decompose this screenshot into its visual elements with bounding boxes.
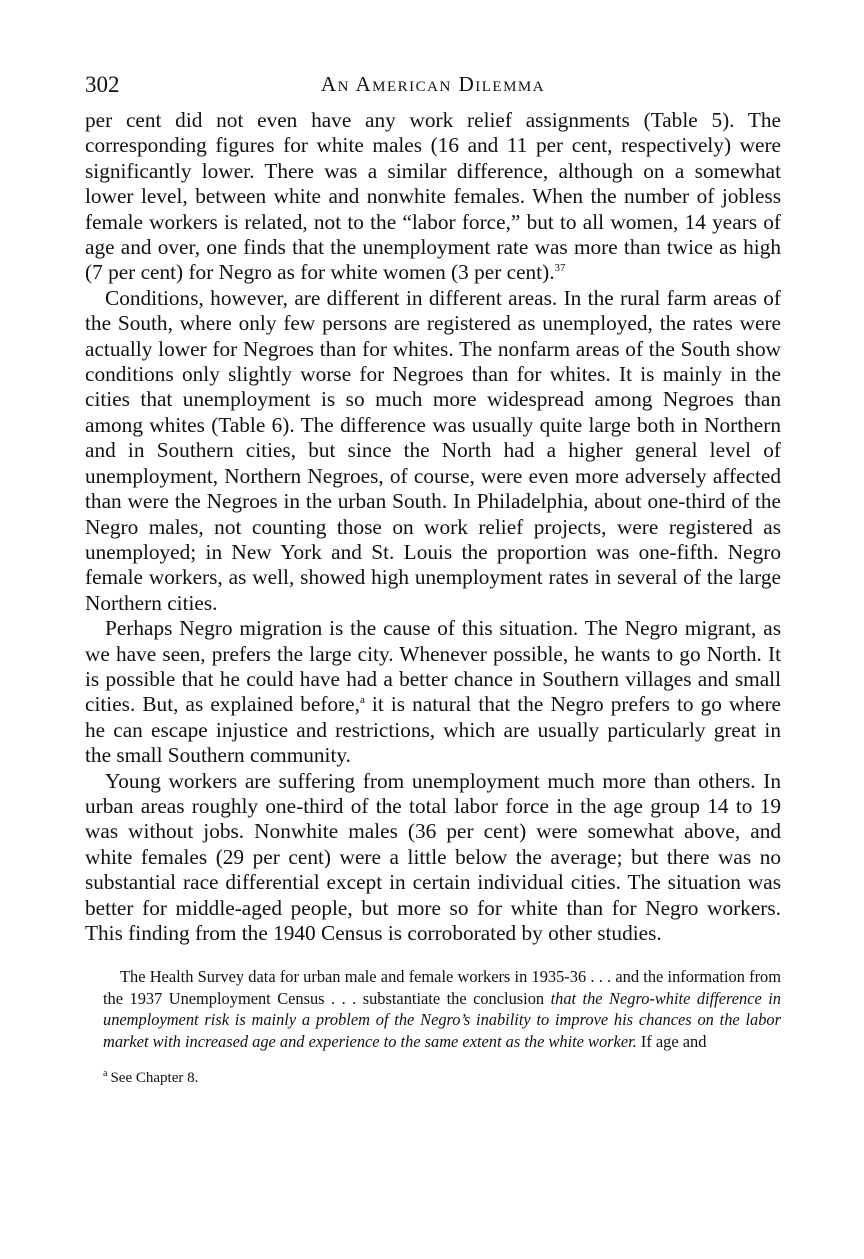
page-header [85, 72, 781, 108]
footnote-ref-a: a [359, 694, 365, 707]
footnote-text: See Chapter 8. [110, 1070, 199, 1087]
block-quote [85, 966, 781, 1052]
book-page [85, 72, 781, 1087]
page-number: 302 [85, 72, 120, 97]
quote-text-after: If age and [636, 1031, 707, 1051]
quote-text-before: The Health Survey data for urban male and female workers in 1935-36 . . . and the information from the 1937 Unemployment Census . . . substantiate the conclusion [103, 967, 781, 1008]
quote-italic-text: that the Negro-white difference in unemployment risk is mainly a problem of the Negro’s inability to improve his chances on the labor market with increased age and experience to the same extent as the white worker. [103, 988, 781, 1051]
quote-paragraph [103, 966, 781, 1052]
paragraph-4: Young workers are suffering from unemployment much more than others. In urban areas roughly one-third of the total labor force in the age group 14 to 19 was without jobs. Nonwhite males (36 per cent) were somewhat above, and white females (29 per cent) were a little below the average; but there was no substantial race differential except in certain individual cities. The situation was better for middle-aged people, but more so for white than for Negro workers. This finding from the 1940 Census is corroborated by other studies. [85, 768, 781, 945]
running-title: An American Dilemma [320, 72, 546, 96]
paragraph-3 [85, 616, 781, 768]
footnote-mark: a [103, 1068, 108, 1080]
paragraph-1 [85, 108, 781, 286]
footnote-ref-37: 37 [554, 262, 566, 275]
paragraph-1-text: per cent did not even have any work relief assignments (Table 5). The corresponding figures for white males (16 and 11 per cent, respectively) were significantly lower. There was a similar difference, although on a somewhat lower level, between white and nonwhite females. When the number of jobless female workers is related, not to the “labor force,” but to all women, 14 years of age and over, one finds that the unemployment rate was more than twice as high (7 per cent) for Negro as for white women (3 per cent). [85, 108, 781, 285]
body-text [85, 108, 781, 946]
footnote [85, 1070, 781, 1087]
paragraph-3-text-after: it is natural that the Negro prefers to go where he can escape injustice and restrictions, which are usually particularly great in the small Southern community. [85, 692, 781, 768]
paragraph-2: Conditions, however, are different in different areas. In the rural farm areas of the South, where only few persons are registered as unemployed, the rates were actually lower for Negroes than for whites. The nonfarm areas of the South show conditions only slightly worse for Negroes than for whites. It is mainly in the cities that unemployment is so much more widespread among Negroes than among whites (Table 6). The difference was usually quite large both in Northern and in Southern cities, but since the North had a higher general level of unemployment, Northern Negroes, of course, were even more adversely affected than were the Negroes in the urban South. In Philadelphia, about one-third of the Negro males, not counting those on work relief projects, were registered as unemployed; in New York and St. Louis the proportion was one-fifth. Negro female workers, as well, showed high unemployment rates in several of the large Northern cities. [85, 285, 781, 615]
paragraph-3-text-before: Perhaps Negro migration is the cause of this situation. The Negro migrant, as we have seen, prefers the large city. Whenever possible, he wants to go North. It is possible that he could have had a better chance in Southern villages and small cities. But, as explained before, [85, 616, 781, 717]
